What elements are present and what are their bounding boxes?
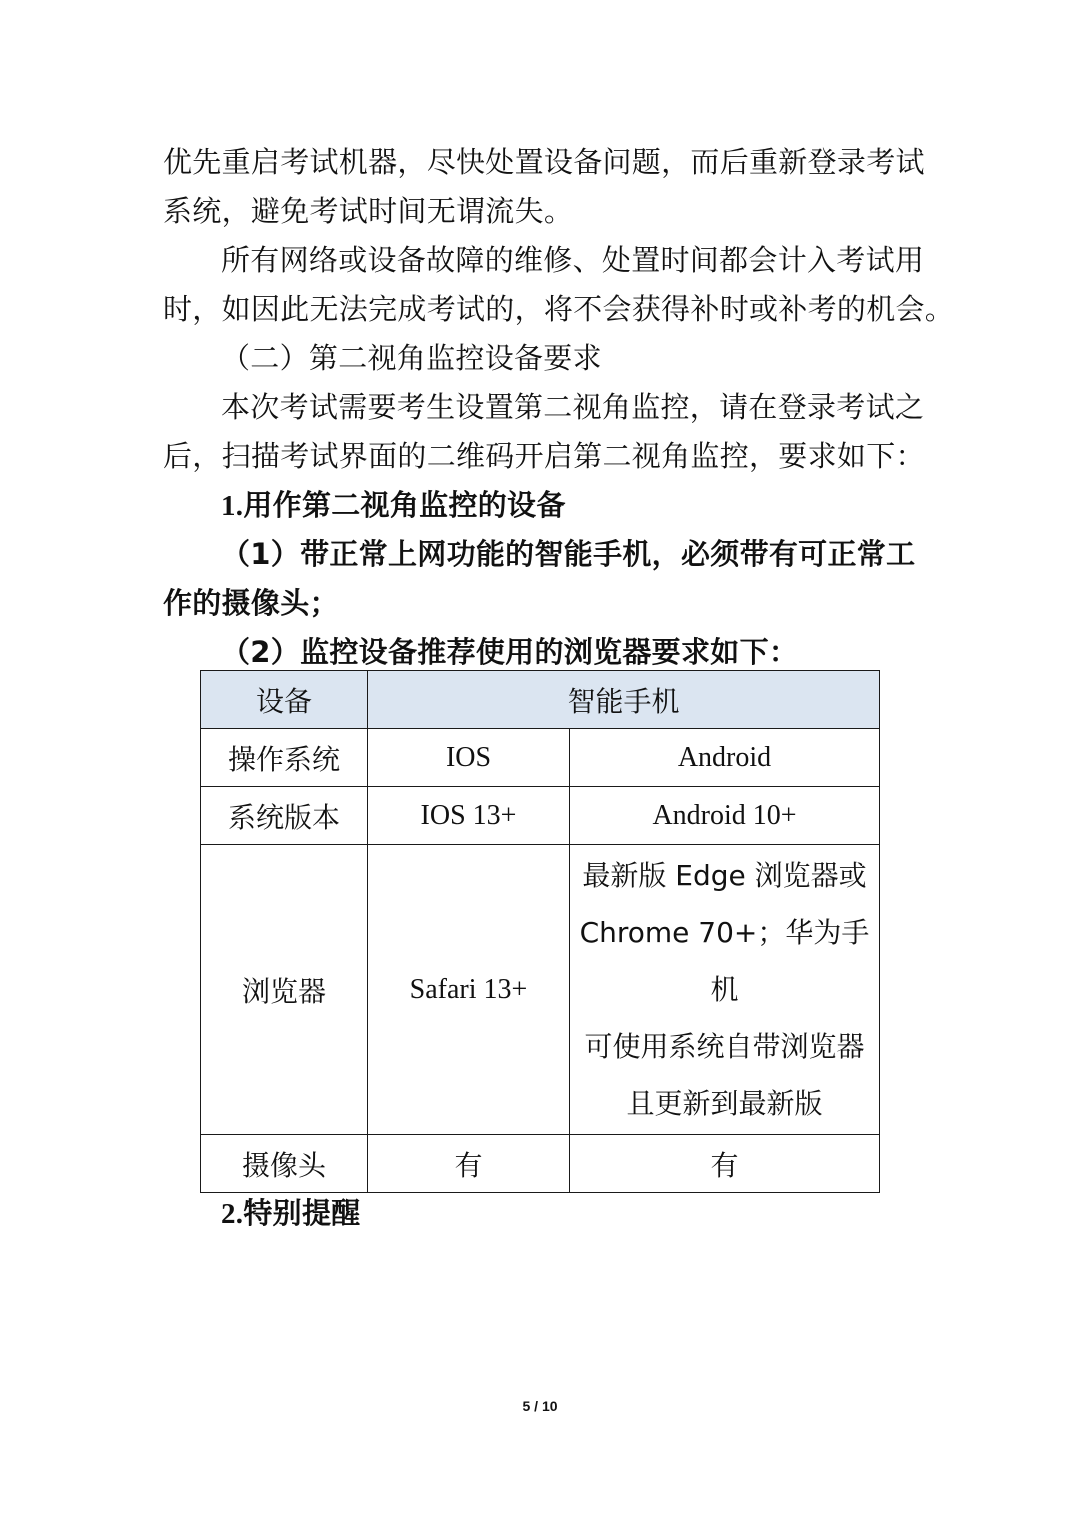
- section-title: （二）第二视角监控设备要求: [221, 341, 602, 375]
- heading-2-number: 2.: [221, 1198, 244, 1230]
- heading-1-number: 1.: [221, 490, 244, 522]
- table-header-row: [201, 671, 880, 729]
- paragraph-2-line-2: 时，如因此无法完成考试的，将不会获得补时或补考的机会。: [163, 292, 955, 326]
- page-number: 5 / 10: [522, 1398, 558, 1414]
- paragraph-3-line-1: 本次考试需要考生设置第二视角监控，请在登录考试之: [221, 390, 925, 424]
- item-1-line-1: （1）带正常上网功能的智能手机，必须带有可正常工: [221, 537, 916, 571]
- browser-android-line-4: 且更新到最新版: [626, 1087, 823, 1120]
- browser-requirements-table: [200, 670, 880, 1193]
- browser-android-cell: [570, 845, 880, 1135]
- item-2: （2）监控设备推荐使用的浏览器要求如下：: [221, 635, 799, 669]
- item-1-line-2: 作的摄像头；: [163, 586, 339, 620]
- header-smartphone-cell: 智能手机: [368, 671, 880, 729]
- version-ios-cell: IOS 13+: [368, 787, 570, 845]
- os-ios-cell: IOS: [368, 729, 570, 787]
- table-row-version: [201, 787, 880, 845]
- paragraph-2-line-1: 所有网络或设备故障的维修、处置时间都会计入考试用: [221, 243, 925, 277]
- browser-label-cell: 浏览器: [201, 845, 368, 1135]
- table-row-camera: [201, 1135, 880, 1193]
- version-android-cell: Android 10+: [570, 787, 880, 845]
- table-row-browser: [201, 845, 880, 1135]
- heading-1-text: 用作第二视角监控的设备: [243, 488, 566, 522]
- heading-2: [221, 1193, 981, 1234]
- paragraph-1-line-2: 系统，避免考试时间无谓流失。: [163, 194, 574, 228]
- table-row-os: [201, 729, 880, 787]
- os-android-cell: Android: [570, 729, 880, 787]
- heading-2-text: 特别提醒: [243, 1196, 361, 1230]
- os-label-cell: 操作系统: [201, 729, 368, 787]
- paragraph-1-line-1: 优先重启考试机器，尽快处置设备问题，而后重新登录考试: [163, 145, 925, 179]
- camera-label-cell: 摄像头: [201, 1135, 368, 1193]
- paragraph-3-line-2: 后，扫描考试界面的二维码开启第二视角监控，要求如下：: [163, 439, 925, 473]
- browser-ios-cell: Safari 13+: [368, 845, 570, 1135]
- camera-ios-cell: 有: [368, 1135, 570, 1193]
- heading-1: [221, 485, 981, 526]
- camera-android-cell: 有: [570, 1135, 880, 1193]
- browser-android-line-1: 最新版 Edge 浏览器或: [582, 859, 867, 892]
- header-device-cell: 设备: [201, 671, 368, 729]
- browser-android-line-2: Chrome 70+；华为手机: [579, 916, 870, 1006]
- version-label-cell: 系统版本: [201, 787, 368, 845]
- browser-android-line-3: 可使用系统自带浏览器: [584, 1030, 865, 1063]
